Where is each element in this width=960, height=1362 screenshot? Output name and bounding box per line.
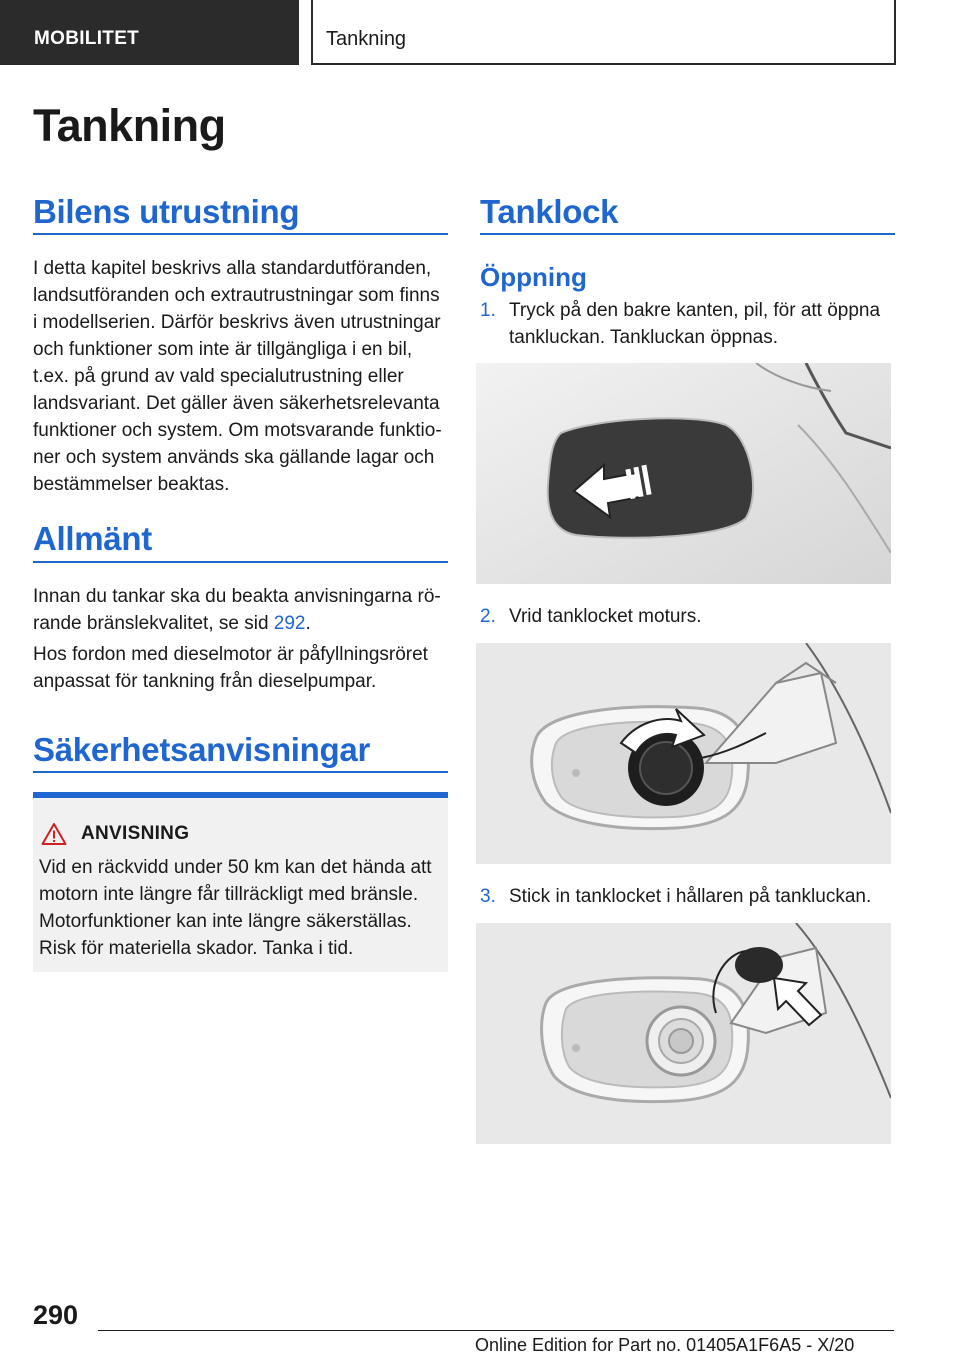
heading-rule: [480, 233, 895, 235]
warning-title: ANVISNING: [81, 823, 190, 844]
step-1: [480, 297, 895, 351]
footer-edition-text: Online Edition for Part no. 01405A1F6A5 - X/20: [475, 1335, 855, 1355]
warning-box: [33, 792, 448, 972]
figure-fuel-cap-turn: [476, 643, 891, 864]
warning-triangle-icon: [41, 822, 67, 846]
step-text: Stick in tanklocket i hållaren på tankluckan.: [509, 886, 872, 907]
figure-fuel-flap-press: [476, 363, 891, 584]
paragraph-allmant-1: [33, 583, 448, 637]
step-number: 3.: [480, 886, 496, 907]
paragraph-text: Innan du tankar ska du beakta anvisningarna rörande bränslekvalitet, se sid: [33, 586, 441, 634]
heading-sakerhetsanvisningar: Säkerhetsanvisningar: [33, 731, 370, 768]
step-text: Tryck på den bakre kanten, pil, för att öppna tankluckan. Tankluckan öppnas.: [509, 300, 881, 348]
step-number: 2.: [480, 606, 496, 627]
step-number: 1.: [480, 300, 496, 321]
heading-allmant: Allmänt: [33, 520, 152, 557]
header-chapter-label: Tankning: [326, 28, 407, 50]
paragraph-bilens-utrustning: I detta kapitel beskrivs alla standardutföranden, landsutföranden och extrautrustningar som finns i modellserien. Därför beskrivs även utrustningar och funktioner som inte är tillgängliga i en bil, t.ex. på grund av vald specialutrustning eller landsvariant. Det gäller även säkerhetsrelevanta funktioner och system. Om motsvarande funktioner och system används ska gällande lagar och bestämmelser beaktas.: [33, 258, 442, 495]
header-section-tab: [0, 0, 299, 65]
heading-rule: [33, 233, 448, 235]
header-chapter-tab: [311, 0, 896, 65]
warning-header: [41, 822, 189, 846]
step-3: [480, 883, 895, 910]
heading-tanklock: Tanklock: [480, 193, 619, 230]
paragraph-text: .: [305, 613, 311, 634]
page-link-292[interactable]: 292: [273, 613, 306, 634]
page-number: 290: [33, 1300, 79, 1330]
paragraph-allmant-2: Hos fordon med dieselmotor är påfyllningsröret anpassat för tankning från dieselpumpar.: [33, 644, 428, 692]
step-text: Vrid tanklocket moturs.: [509, 606, 702, 627]
heading-rule: [33, 771, 448, 773]
header-section-label: MOBILITET: [34, 28, 140, 49]
page-title: Tankning: [33, 100, 226, 151]
heading-bilens-utrustning: Bilens utrustning: [33, 193, 300, 230]
warning-text: Vid en räckvidd under 50 km kan det hända att motorn inte längre får tillräckligt med bränsle. Motorfunktioner kan inte längre säkerställas. Risk för materiella skador. Tanka i tid.: [39, 857, 432, 959]
subheading-oppning: Öppning: [480, 262, 587, 292]
footer-rule: [98, 1330, 894, 1331]
step-2: [480, 603, 895, 630]
heading-rule: [33, 561, 448, 563]
figure-fuel-cap-holder: [476, 923, 891, 1144]
